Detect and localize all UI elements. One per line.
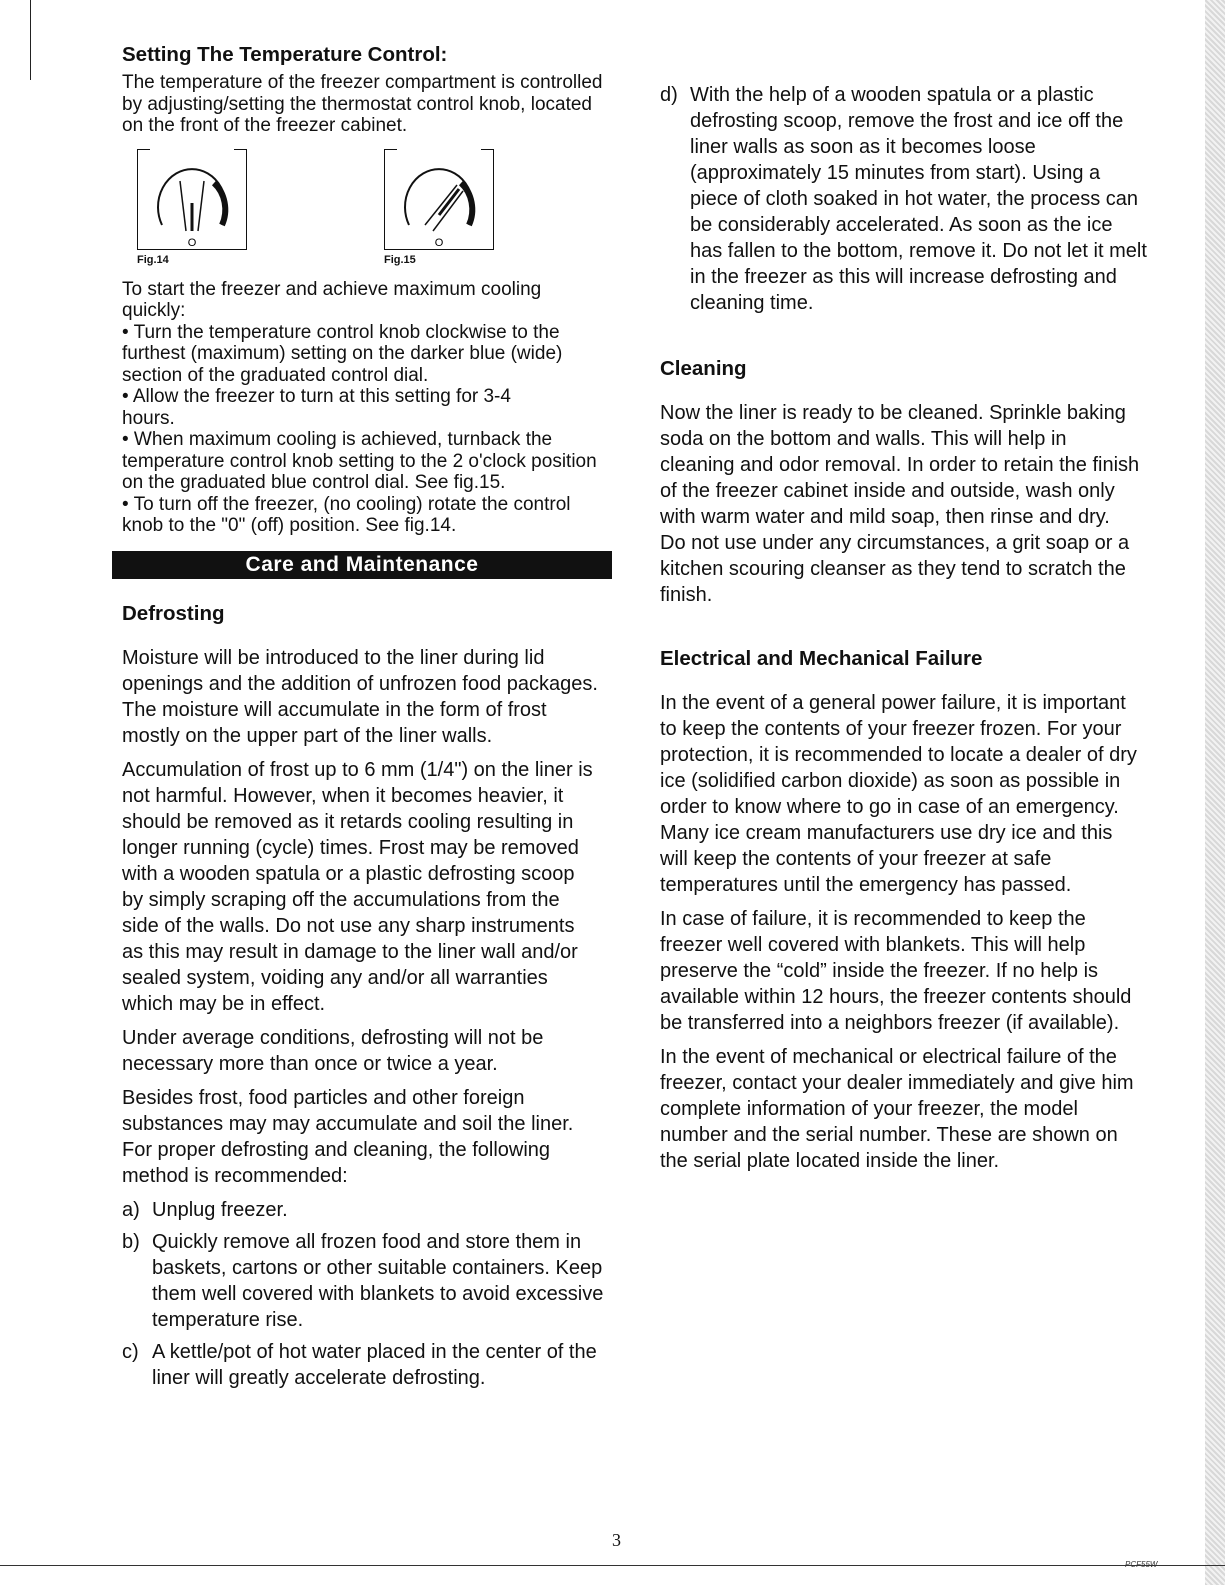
fig15-label: Fig.15 <box>384 253 416 266</box>
svg-text:O: O <box>434 236 444 249</box>
care-maintenance-banner: Care and Maintenance <box>112 551 612 579</box>
bullet-allow-freezer: • Allow the freezer to turn at this setting for 3-4 hours. <box>122 386 511 429</box>
document-code: PCF55W <box>1125 1560 1158 1569</box>
fig14-frame <box>137 149 247 250</box>
defrost-step-d <box>660 82 1150 316</box>
section-title-temperature: Setting The Temperature Control: <box>122 43 448 66</box>
defrosting-paragraph-4: Besides frost, food particles and other foreign substances may may accumulate and soil the liner. For proper defrosting and cleaning, the following method is recommended: <box>122 1086 574 1187</box>
failure-title: Electrical and Mechanical Failure <box>660 647 983 670</box>
list-item: a) Unplug freezer. <box>122 1198 288 1221</box>
scan-edge <box>1205 0 1225 1585</box>
page-number: 3 <box>612 1530 621 1550</box>
defrost-steps <box>122 1197 612 1391</box>
fig15-frame <box>384 149 494 250</box>
defrosting-paragraph-2: Accumulation of frost up to 6 mm (1/4") on the liner is not harmful. However, when it becomes heavier, it should be removed as it retards cooling resulting in longer running (cycle) times. Frost may be removed with a wooden spatula or a plastic defrosting scoop by simply scraping off the accumulations from the side of the walls. Do not use any sharp instruments as this may result in damage to the liner wall and/or sealed system, voiding any and/or all warranties which may be in effect. <box>122 758 593 1015</box>
list-item: b) Quickly remove all frozen food and store them in baskets, cartons or other suitable containers. Keep them well covered with blankets to avoid excessive temperature rise. <box>122 1230 604 1331</box>
dial-2oclock-icon <box>389 153 489 249</box>
bullet-turn-knob: • Turn the temperature control knob clockwise to the furthest (maximum) setting on the darker blue (wide) section of the graduated control dial. <box>122 321 563 386</box>
defrosting-paragraph-3: Under average conditions, defrosting will not be necessary more than once or twice a year. <box>122 1026 544 1075</box>
dial-off-icon <box>142 153 242 249</box>
cleaning-paragraph: Now the liner is ready to be cleaned. Sprinkle baking soda on the bottom and walls. This will help in cleaning and odor removal. In order to retain the finish of the freezer cabinet inside and outside, wash only with warm water and mild soap, then rinse and dry. Do not use under any circumstances, a grit soap or a kitchen scouring cleanser as they tend to scratch the finish. <box>660 402 1140 606</box>
failure-paragraph-3: In the event of mechanical or electrical failure of the freezer, contact your dealer immediately and give him complete information of your freezer, the model number and the serial number. These are shown on the serial plate located inside the liner. <box>660 1046 1134 1172</box>
left-column <box>122 42 622 1391</box>
figures-row <box>122 149 622 279</box>
svg-text:O: O <box>187 236 197 249</box>
defrosting-paragraph-1: Moisture will be introduced to the liner during lid openings and the addition of unfrozen food packages. The moisture will accumulate in the form of frost mostly on the upper part of the liner walls. <box>122 646 598 747</box>
failure-paragraph-2: In case of failure, it is recommended to keep the freezer well covered with blankets. This will help preserve the “cold” inside the freezer. If no help is available within 12 hours, the freezer contents should be transferred into a neighbors freezer (if available). <box>660 908 1132 1034</box>
cleaning-title: Cleaning <box>660 357 747 380</box>
list-item: d) With the help of a wooden spatula or a plastic defrosting scoop, remove the frost and ice off the liner walls as soon as it becomes loose (approximately 15 minutes from start). Using a piece of cloth soaked in hot water, the process can be considerably accelerated. As soon as the ice has fallen to the bottom, remove it. Do not let it melt in the freezer as this will increase defrosting and cleaning time. <box>660 84 1147 314</box>
temperature-intro: The temperature of the freezer compartment is controlled by adjusting/setting the thermostat control knob, located on the front of the freezer cabinet. <box>122 72 603 136</box>
figure-14 <box>137 149 247 266</box>
failure-paragraph-1: In the event of a general power failure, it is important to keep the contents of your freezer frozen. For your protection, it is recommended to locate a dealer of dry ice (solidified carbon dioxide) as soon as possible in order to know where to go in case of an emergency. Many ice cream manufacturers use dry ice and this will keep the contents of your freezer at safe temperatures until the emergency has passed. <box>660 692 1137 896</box>
fig14-label: Fig.14 <box>137 253 169 266</box>
figure-15 <box>384 149 494 266</box>
right-column <box>660 82 1160 1174</box>
list-item: c) A kettle/pot of hot water placed in the center of the liner will greatly accelerate defrosting. <box>122 1340 597 1389</box>
start-instructions: To start the freezer and achieve maximum cooling quickly: <box>122 278 542 321</box>
bottom-rule <box>0 1565 1225 1566</box>
defrosting-title: Defrosting <box>122 601 225 625</box>
page-edge-mark <box>30 0 31 80</box>
bullet-turn-off: • To turn off the freezer, (no cooling) rotate the control knob to the "0" (off) position. See fig.14. <box>122 493 571 536</box>
bullet-max-cooling: • When maximum cooling is achieved, turnback the temperature control knob setting to the 2 o'clock position on the graduated blue control dial. See fig.15. <box>122 429 597 493</box>
